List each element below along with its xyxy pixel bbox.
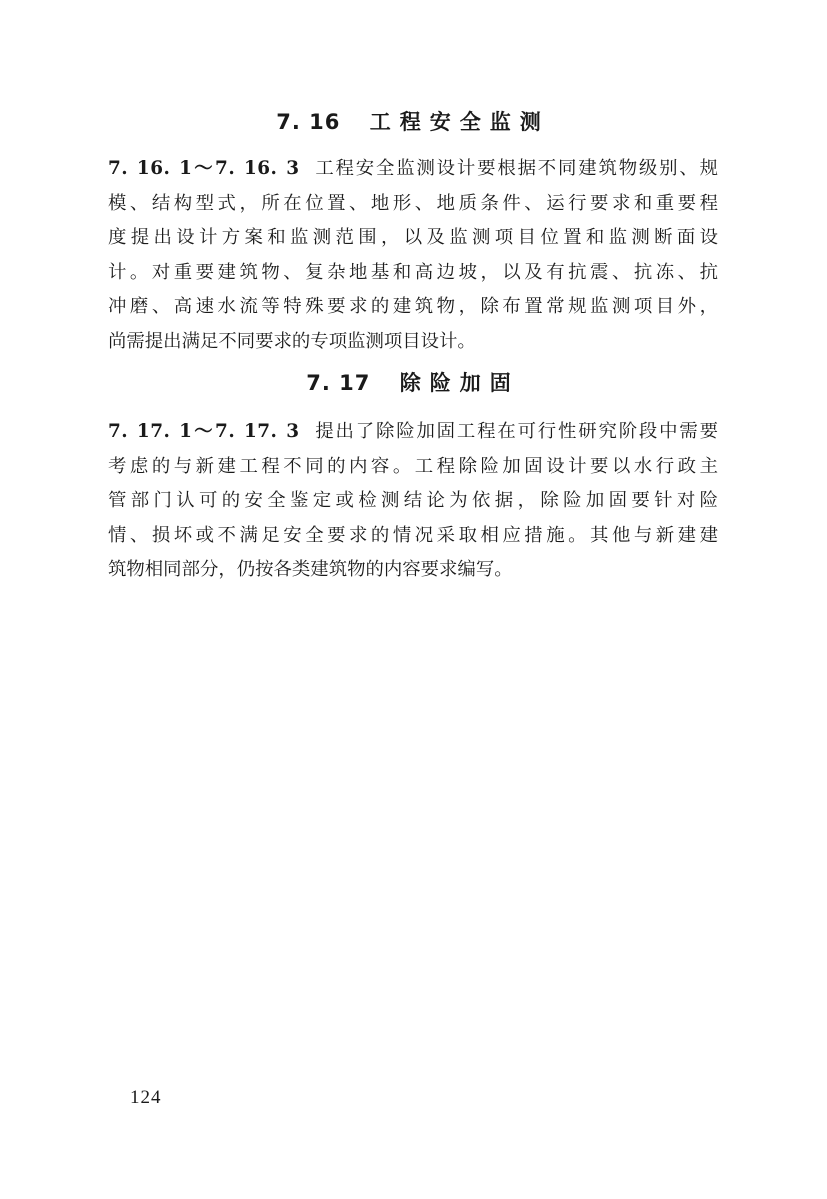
paragraph-line: 度提出设计方案和监测范围，以及监测项目位置和监测断面设 bbox=[108, 227, 718, 248]
section-title: 除险加固 bbox=[399, 371, 520, 395]
paragraph-line bbox=[108, 152, 718, 187]
paragraph-line: 筑物相同部分，仍按各类建筑物的内容要求编写。 bbox=[108, 559, 513, 580]
section-title: 工程安全监测 bbox=[369, 110, 550, 134]
paragraph-7-16 bbox=[108, 152, 718, 359]
paragraph-line: 冲磨、高速水流等特殊要求的建筑物，除布置常规监测项目外， bbox=[108, 296, 718, 317]
section-heading-7-17 bbox=[108, 368, 718, 398]
paragraph-line-text: 工程安全监测设计要根据不同建筑物级别、规 bbox=[313, 158, 718, 179]
page-number: 124 bbox=[130, 1087, 162, 1108]
section-number: 7. 17 bbox=[306, 371, 371, 395]
paragraph-7-17 bbox=[108, 415, 718, 588]
clause-number: 7. 17. 1～7. 17. 3 bbox=[108, 421, 300, 442]
paragraph-line: 考虑的与新建工程不同的内容。工程除险加固设计要以水行政主 bbox=[108, 455, 718, 477]
paragraph-line: 计。对重要建筑物、复杂地基和高边坡，以及有抗震、抗冻、抗 bbox=[108, 261, 718, 283]
section-heading-7-16 bbox=[108, 107, 718, 137]
paragraph-line-text: 提出了除险加固工程在可行性研究阶段中需要 bbox=[313, 421, 718, 442]
paragraph-line: 情、损坏或不满足安全要求的情况采取相应措施。其他与新建建 bbox=[108, 524, 718, 546]
paragraph-line: 尚需提出满足不同要求的专项监测项目设计。 bbox=[108, 330, 476, 352]
clause-number: 7. 16. 1～7. 16. 3 bbox=[108, 158, 300, 179]
paragraph-line: 模、结构型式，所在位置、地形、地质条件、运行要求和重要程 bbox=[108, 192, 718, 214]
section-number: 7. 16 bbox=[276, 110, 341, 134]
paragraph-line bbox=[108, 415, 718, 450]
paragraph-line: 管部门认可的安全鉴定或检测结论为依据，除险加固要针对险 bbox=[108, 490, 718, 511]
